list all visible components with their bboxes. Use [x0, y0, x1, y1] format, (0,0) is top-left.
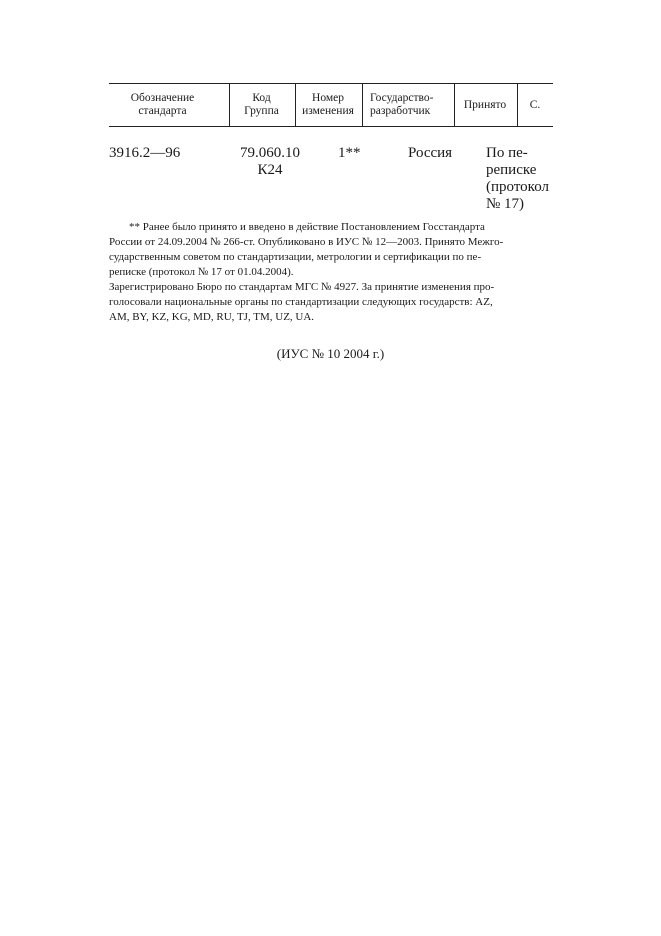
row-accepted-line1: По пе- [486, 145, 528, 161]
header-number-line2: изменения [302, 105, 354, 117]
footnote-line: голосовали национальные органы по стандартизации следующих государств: AZ, [109, 296, 493, 308]
row-accepted-line4: № 17) [486, 196, 525, 212]
footnote [109, 220, 554, 325]
header-page: С. [529, 98, 541, 111]
row-accepted-line3: (протокол [486, 179, 549, 195]
header-designation-line1: Обозначение [130, 92, 195, 104]
row-accepted [486, 145, 549, 213]
table-header [109, 83, 553, 127]
header-state-line2: разработчик [370, 105, 431, 117]
publication-reference: (ИУС № 10 2004 г.) [276, 346, 385, 361]
row-code [232, 145, 308, 179]
header-designation-line2: стандарта [138, 105, 187, 117]
header-number-line1: Номер [312, 92, 344, 104]
header-number [295, 84, 361, 126]
header-designation [109, 84, 216, 126]
footnote-line: Зарегистрировано Бюро по стандартам МГС № 4927. За принятие изменения про- [109, 281, 495, 293]
row-number: 1** [338, 145, 361, 161]
footnote-line: сударственным советом по стандартизации, метрологии и сертификации по пе- [109, 251, 482, 263]
row-state: Россия [408, 145, 453, 161]
header-state [362, 84, 454, 126]
footnote-line: реписке (протокол № 17 от 01.04.2004). [109, 266, 294, 278]
header-accepted: Принято [463, 98, 507, 111]
row-code-line2: К24 [257, 162, 283, 178]
header-code-line1: Код [252, 92, 271, 104]
footnote-line: ** Ранее было принято и введено в действие Постановлением Госстандарта [129, 221, 485, 233]
footnote-line: России от 24.09.2004 № 266-ст. Опубликовано в ИУС № 12—2003. Принято Межго- [109, 236, 504, 248]
header-code-line2: Группа [244, 105, 279, 117]
row-code-line1: 79.060.10 [240, 145, 300, 161]
header-code [229, 84, 294, 126]
row-accepted-line2: реписке [486, 162, 537, 178]
header-state-line1: Государство- [370, 92, 434, 104]
row-designation: 3916.2—96 [109, 145, 181, 161]
footnote-line: AM, BY, KZ, KG, MD, RU, TJ, TM, UZ, UA. [109, 311, 315, 323]
